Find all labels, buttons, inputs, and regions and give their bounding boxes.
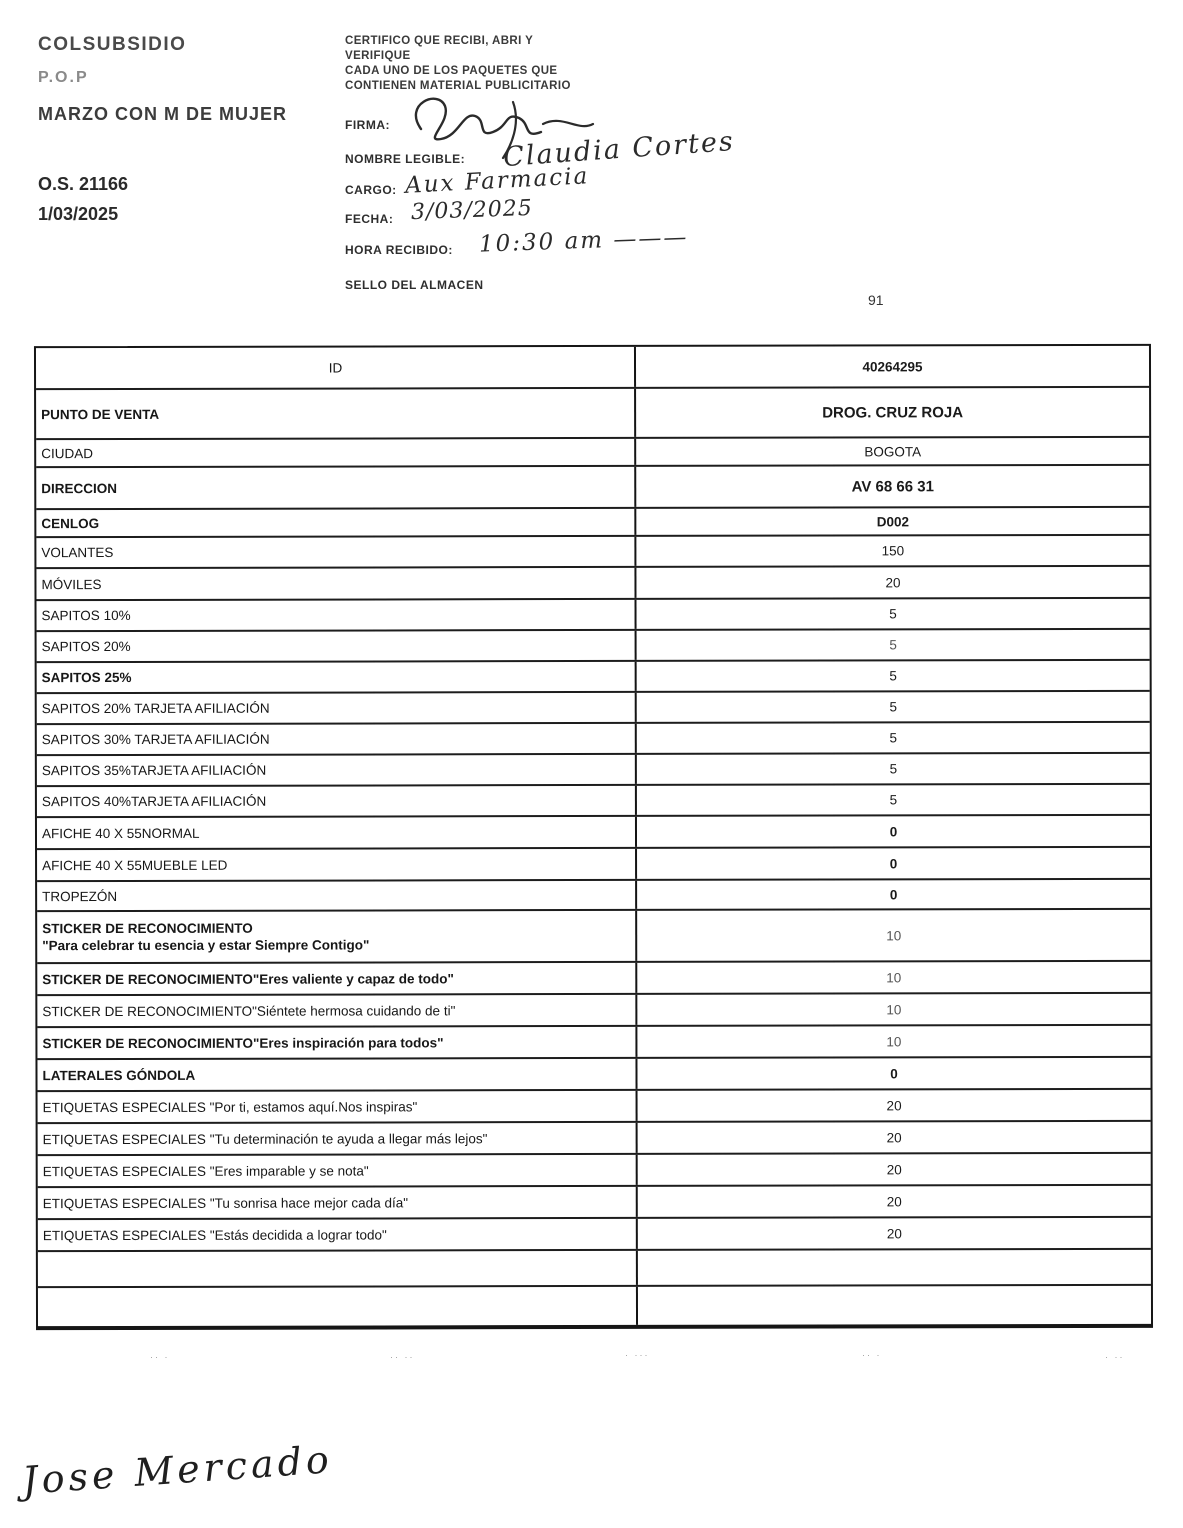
fecha-label: FECHA: — [345, 212, 394, 226]
row-label: STICKER DE RECONOCIMIENTO "Para celebrar tu esencia y estar Siempre Contigo" — [37, 911, 637, 962]
hora-recibido-label: HORA RECIBIDO: — [345, 243, 453, 257]
table-row — [37, 752, 1150, 785]
table-row — [38, 1120, 1151, 1154]
row-label: SAPITOS 35%TARJETA AFILIACIÓN — [37, 755, 637, 785]
row-value: 10 — [886, 927, 902, 943]
row-label — [38, 1287, 638, 1326]
table-row — [36, 565, 1149, 599]
row-label: ID — [36, 347, 636, 388]
row-value: 0 — [889, 855, 898, 871]
table-row — [38, 1248, 1151, 1286]
row-label: SAPITOS 25% — [37, 662, 637, 692]
row-value: 20 — [886, 1129, 902, 1145]
certification-text-line: CERTIFICO QUE RECIBI, ABRI Y — [345, 35, 534, 47]
page-number: 91 — [868, 292, 884, 308]
table-row — [36, 534, 1149, 567]
row-label: DIRECCION — [36, 467, 636, 508]
row-label: TROPEZÓN — [37, 881, 637, 910]
row-value: 5 — [889, 699, 897, 715]
row-value: 5 — [889, 606, 897, 622]
scan-noise: · ·· — [1105, 1352, 1125, 1362]
materials-table — [34, 344, 1153, 1330]
row-label: MÓVILES — [36, 568, 636, 599]
row-label: ETIQUETAS ESPECIALES "Eres imparable y se nota" — [38, 1155, 638, 1186]
row-value: BOGOTA — [864, 443, 922, 459]
header-left — [38, 34, 287, 125]
row-label: CENLOG — [36, 509, 636, 536]
certification-text-line: CONTIENEN MATERIAL PUBLICITARIO — [345, 80, 571, 92]
row-label: STICKER DE RECONOCIMIENTO"Eres inspiración para todos" — [37, 1027, 637, 1058]
hora-handwriting: 10:30 am ——— — [478, 224, 689, 258]
row-value: 150 — [881, 543, 905, 559]
table-row — [37, 1024, 1150, 1058]
row-label: CIUDAD — [36, 439, 636, 466]
table-row — [38, 1284, 1151, 1326]
table-row — [37, 908, 1150, 962]
row-label: LATERALES GÓNDOLA — [37, 1059, 637, 1090]
nombre-legible-label: NOMBRE LEGIBLE: — [345, 152, 466, 166]
row-value: DROG. CRUZ ROJA — [822, 403, 964, 422]
cargo-label: CARGO: — [345, 183, 397, 197]
table-row — [36, 386, 1149, 438]
row-value: 20 — [886, 1161, 902, 1177]
table-row — [37, 878, 1150, 910]
row-label: VOLANTES — [36, 537, 636, 567]
table-row — [36, 506, 1149, 536]
table-row — [37, 992, 1150, 1026]
row-label: ETIQUETAS ESPECIALES "Estás decidida a lograr todo" — [38, 1219, 638, 1250]
table-row — [37, 814, 1150, 848]
row-value: 5 — [889, 668, 897, 684]
row-value: 10 — [886, 1001, 902, 1017]
row-value: 0 — [889, 823, 898, 839]
certification-block — [345, 34, 1065, 292]
program-label: P.O.P — [38, 69, 89, 86]
table-row — [36, 436, 1149, 466]
row-label: SAPITOS 20% — [37, 631, 637, 661]
table-row — [37, 783, 1150, 816]
row-value: 0 — [889, 886, 898, 902]
row-value: 20 — [886, 1225, 902, 1241]
row-value — [638, 1286, 1151, 1325]
row-value — [638, 1250, 1151, 1285]
row-value: 0 — [890, 1065, 898, 1081]
row-value: 10 — [886, 969, 902, 985]
scan-noise: ·· · — [150, 1352, 170, 1362]
row-label: SAPITOS 10% — [37, 600, 637, 630]
row-value: 20 — [886, 1193, 902, 1209]
certification-text-line: CADA UNO DE LOS PAQUETES QUE — [345, 65, 558, 77]
row-label: STICKER DE RECONOCIMIENTO"Eres valiente y capaz de todo" — [37, 963, 637, 994]
row-value: 10 — [886, 1033, 902, 1049]
row-value: 5 — [889, 761, 898, 777]
row-label: ETIQUETAS ESPECIALES "Tu sonrisa hace mejor cada día" — [38, 1187, 638, 1218]
row-value: 20 — [885, 574, 901, 590]
scan-noise: ·· · — [862, 1350, 882, 1360]
certification-text-line: VERIFIQUE — [345, 50, 411, 62]
row-label: ETIQUETAS ESPECIALES "Tu determinación te ayuda a llegar más lejos" — [38, 1123, 638, 1154]
row-label-line2: "Para celebrar tu esencia y estar Siempre Contigo" — [42, 937, 370, 954]
row-label: ETIQUETAS ESPECIALES "Por ti, estamos aquí.Nos inspiras" — [38, 1091, 638, 1122]
row-label: PUNTO DE VENTA — [36, 389, 636, 438]
row-label — [38, 1251, 638, 1286]
row-label: SAPITOS 20% TARJETA AFILIACIÓN — [37, 693, 637, 723]
table-row — [37, 659, 1150, 692]
table-row — [37, 846, 1150, 880]
sello-almacen-label: SELLO DEL ALMACEN — [345, 278, 484, 292]
row-label: SAPITOS 30% TARJETA AFILIACIÓN — [37, 724, 637, 754]
cargo-handwriting: Aux Farmacia — [404, 163, 590, 199]
row-value: AV 68 66 31 — [851, 477, 934, 495]
table-row — [37, 597, 1150, 630]
row-value: 20 — [886, 1097, 902, 1113]
row-label: SAPITOS 40%TARJETA AFILIACIÓN — [37, 786, 637, 816]
firma-label: FIRMA: — [345, 118, 390, 132]
table-row — [38, 1152, 1151, 1186]
brand-name: COLSUBSIDIO — [38, 34, 187, 55]
table-row — [37, 690, 1150, 723]
table-row — [37, 628, 1150, 661]
table-row — [37, 721, 1150, 754]
campaign-title: MARZO CON M DE MUJER — [38, 104, 287, 124]
table-row — [38, 1088, 1151, 1122]
row-value: 5 — [889, 730, 898, 746]
table-row — [37, 960, 1150, 994]
nombre-legible-handwriting: Claudia Cortes — [502, 125, 736, 174]
scan-noise: · ··· — [625, 1350, 650, 1360]
scan-noise: ·· ·· — [390, 1352, 415, 1362]
row-label: AFICHE 40 X 55MUEBLE LED — [37, 849, 637, 880]
order-number: O.S. 21166 — [38, 174, 129, 194]
order-date: 1/03/2025 — [38, 204, 119, 224]
table-row — [38, 1216, 1151, 1250]
row-value: D002 — [876, 513, 909, 529]
row-value: 5 — [889, 637, 897, 653]
table-row — [36, 346, 1149, 388]
footer-signature-handwriting: Jose Mercado — [20, 1437, 335, 1503]
fecha-handwriting: 3/03/2025 — [410, 195, 534, 226]
row-label: AFICHE 40 X 55NORMAL — [37, 817, 637, 848]
table-row — [36, 464, 1149, 508]
row-label: STICKER DE RECONOCIMIENTO"Siéntete hermosa cuidando de ti" — [37, 995, 637, 1026]
table-row — [37, 1056, 1150, 1090]
row-value: 5 — [889, 792, 898, 808]
row-value: 40264295 — [862, 358, 923, 374]
table-row — [38, 1184, 1151, 1218]
